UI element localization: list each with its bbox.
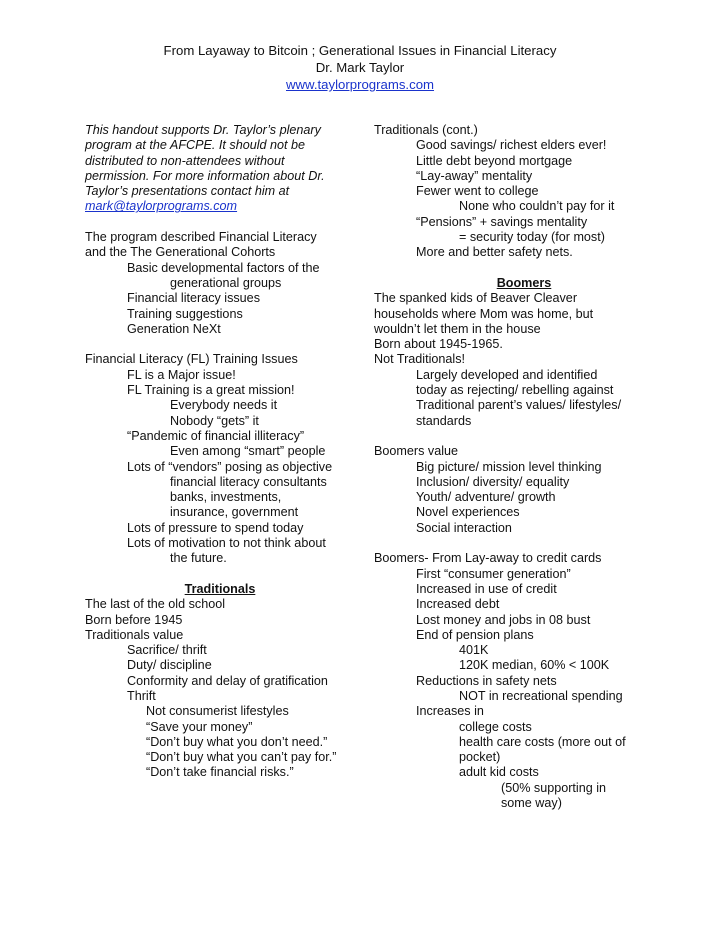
trad-cont-item: = security today (for most) (459, 230, 605, 245)
boomers-item: today as rejecting/ rebelling against (416, 383, 614, 398)
credit-item: First “consumer generation” (416, 566, 571, 581)
credit-item: 401K (459, 643, 489, 658)
intro-line: distributed to non-attendees without (85, 153, 285, 168)
fl-item: Everybody needs it (170, 398, 278, 413)
boomers-heading: Boomers (496, 275, 552, 290)
values-item: Big picture/ mission level thinking (416, 459, 602, 474)
credit-item: (50% supporting in (501, 780, 607, 795)
trad-line: The last of the old school (85, 597, 226, 612)
program-item: Basic developmental factors of the (127, 260, 320, 275)
credit-heading: Boomers- From Lay-away to credit cards (374, 551, 602, 566)
trad-item: Not consumerist lifestyles (146, 704, 289, 719)
trad-cont-item: Good savings/ richest elders ever! (416, 138, 607, 153)
boomers-line: Born about 1945-1965. (374, 337, 503, 352)
trad-item: “Don’t take financial risks.” (146, 765, 294, 780)
right-column (374, 123, 674, 811)
trad-cont-item: “Pensions” + savings mentality (416, 214, 588, 229)
trad-line: Traditionals value (85, 627, 184, 642)
program-item: Financial literacy issues (127, 291, 260, 306)
values-item: Inclusion/ diversity/ equality (416, 474, 570, 489)
fl-item: FL Training is a great mission! (127, 383, 295, 398)
fl-item: Lots of pressure to spend today (127, 520, 304, 535)
boomers-line: The spanked kids of Beaver Cleaver (374, 291, 578, 306)
boomers-item: Largely developed and identified (416, 367, 598, 382)
boomers-line: Not Traditionals! (374, 352, 465, 367)
credit-item: End of pension plans (416, 627, 534, 642)
boomers-line: wouldn’t let them in the house (374, 321, 541, 336)
credit-item: some way) (501, 796, 562, 811)
intro-line: permission. For more information about Dr. (85, 168, 325, 183)
values-item: Youth/ adventure/ growth (416, 490, 556, 505)
trad-cont-item: Fewer went to college (416, 184, 539, 199)
boomers-line: households where Mom was home, but (374, 306, 594, 321)
credit-item: college costs (459, 719, 532, 734)
fl-item: Even among “smart” people (170, 444, 326, 459)
program-line: and the The Generational Cohorts (85, 245, 276, 260)
values-item: Novel experiences (416, 505, 520, 520)
credit-item: Lost money and jobs in 08 bust (416, 612, 591, 627)
fl-item: insurance, government (170, 505, 299, 520)
credit-item: Increases in (416, 704, 484, 719)
fl-item: financial literacy consultants (170, 474, 327, 489)
document-title: From Layaway to Bitcoin ; Generational Issues in Financial Literacy (163, 43, 557, 58)
credit-item: Increased debt (416, 597, 500, 612)
boomers-item: standards (416, 413, 472, 428)
trad-item: “Don’t buy what you can’t pay for.” (146, 750, 337, 765)
fl-item: banks, investments, (170, 490, 282, 505)
program-item: Generation NeXt (127, 321, 221, 336)
values-heading: Boomers value (374, 444, 458, 459)
website-link[interactable]: www.taylorprograms.com (285, 77, 435, 92)
trad-cont-item: “Lay-away” mentality (416, 168, 533, 183)
document-header (0, 42, 720, 93)
left-column (85, 123, 355, 781)
program-item: generational groups (170, 275, 282, 290)
program-item: Training suggestions (127, 306, 243, 321)
fl-item: Lots of “vendors” posing as objective (127, 459, 333, 474)
trad-item: Duty/ discipline (127, 658, 212, 673)
fl-item: the future. (170, 551, 227, 566)
trad-item: Thrift (127, 688, 156, 703)
trad-item: “Don’t buy what you don’t need.” (146, 734, 328, 749)
trad-cont-item: None who couldn’t pay for it (459, 199, 615, 214)
fl-heading: Financial Literacy (FL) Training Issues (85, 352, 298, 367)
intro-line: Taylor’s presentations contact him at (85, 184, 290, 199)
trad-line: Born before 1945 (85, 612, 183, 627)
credit-item: Increased in use of credit (416, 581, 557, 596)
credit-item: health care costs (more out of (459, 734, 626, 749)
trad-item: “Save your money” (146, 719, 253, 734)
trad-cont-item: More and better safety nets. (416, 245, 573, 260)
fl-item: Lots of motivation to not think about (127, 536, 326, 551)
credit-item: 120K median, 60% < 100K (459, 658, 610, 673)
credit-item: adult kid costs (459, 765, 539, 780)
trad-item: Sacrifice/ thrift (127, 643, 207, 658)
author-name: Dr. Mark Taylor (315, 60, 405, 75)
fl-item: Nobody “gets” it (170, 413, 259, 428)
credit-item: Reductions in safety nets (416, 673, 557, 688)
fl-item: “Pandemic of financial illiteracy” (127, 428, 305, 443)
fl-item: FL is a Major issue! (127, 367, 236, 382)
values-item: Social interaction (416, 520, 512, 535)
email-link[interactable]: mark@taylorprograms.com (85, 199, 238, 214)
boomers-item: Traditional parent’s values/ lifestyles/ (416, 398, 622, 413)
program-line: The program described Financial Literacy (85, 230, 317, 245)
traditionals-heading: Traditionals (184, 581, 256, 596)
trad-cont-heading: Traditionals (cont.) (374, 123, 478, 137)
intro-line: program at the AFCPE. It should not be (85, 138, 306, 153)
trad-item: Conformity and delay of gratification (127, 673, 328, 688)
credit-item: NOT in recreational spending (459, 688, 623, 703)
credit-item: pocket) (459, 750, 501, 765)
intro-line: This handout supports Dr. Taylor’s plenary (85, 123, 321, 137)
trad-cont-item: Little debt beyond mortgage (416, 153, 573, 168)
